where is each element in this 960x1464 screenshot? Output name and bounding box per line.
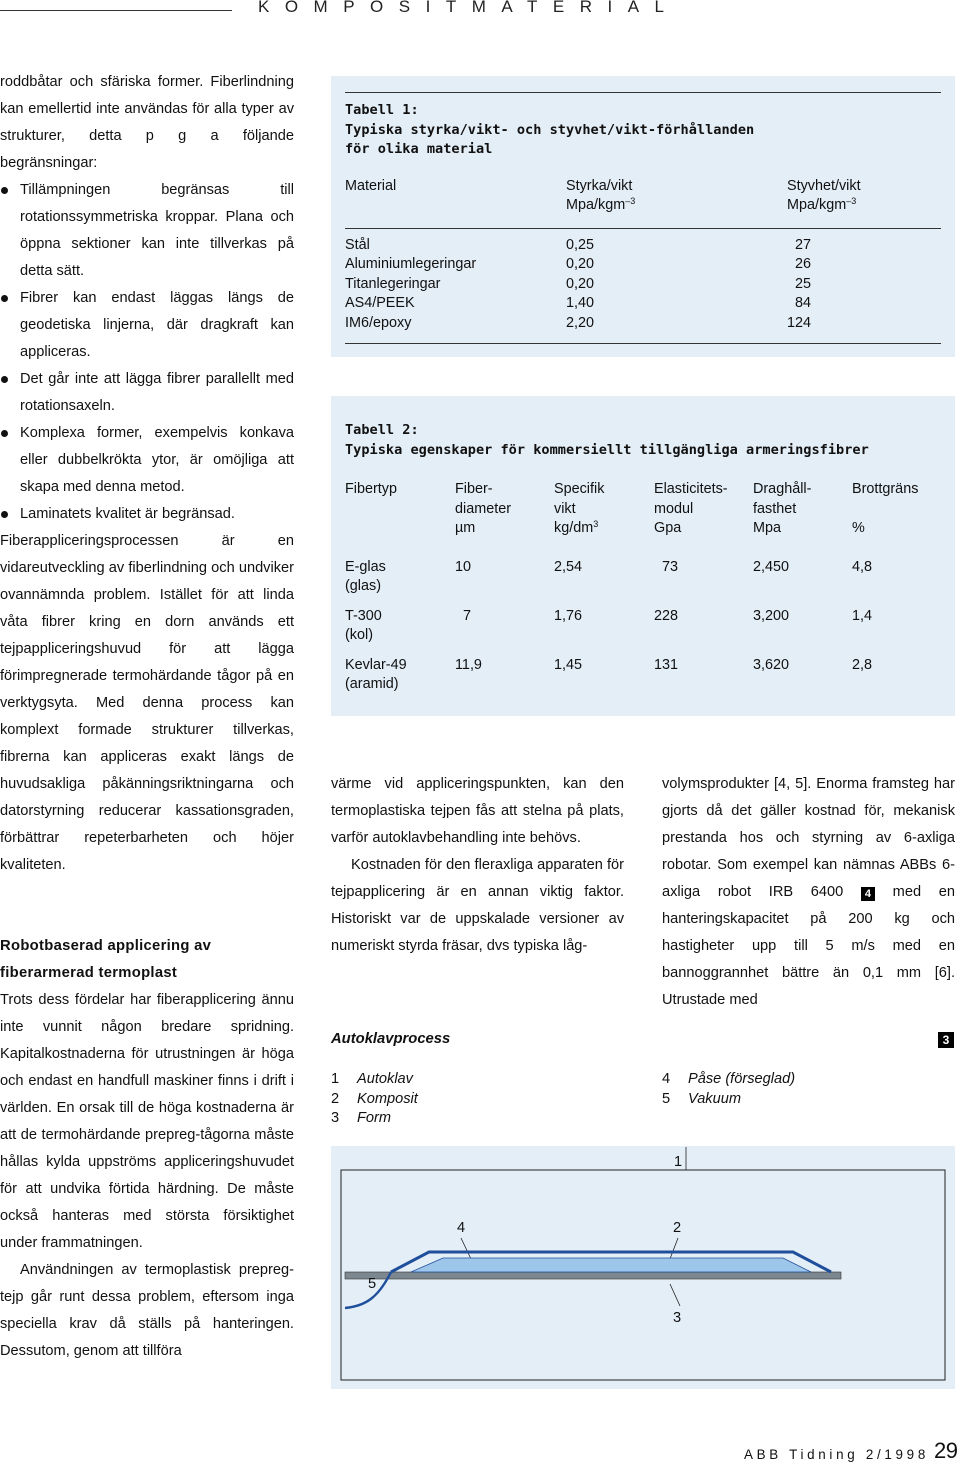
list-item: Tillämpningen begränsas till rotationssymmetriska kroppar. Plana och öppna sektioner kan inte tillverkas på detta sätt. [0,177,294,285]
column-header: Draghåll- [753,481,812,497]
table-cell: IM6/epoxy [345,314,412,331]
column-header: Fibertyp [345,481,397,497]
mould-plate [345,1272,841,1279]
table-cell: 2,54 [554,558,583,575]
table-label: Tabell 2: [345,422,419,438]
body-paragraph: värme vid appliceringspunkten, kan den termoplastiska tejpen fås att stelna på plats, varför autoklavbehandling inte behövs. [331,776,624,846]
table-cell: 2,8 [852,656,873,673]
column-header: modul [654,500,694,517]
table-title: Typiska egenskaper för kommersiellt tillgängliga armeringsfibrer [345,441,869,458]
legend-item: 4 Påse (förseglad) [662,1071,796,1087]
list-item: Fibrer kan endast läggas längs de geodetiska linjerna, där dragkraft kan appliceras. [0,285,294,366]
column-unit: Mpa/kgm$^{-3}$ [566,196,636,213]
table-row [345,275,941,295]
table-cell: 3,200 [753,607,790,624]
composite-layer [411,1258,811,1272]
callout-2: 2 [673,1220,682,1236]
table-row [345,558,941,578]
column-unit: Mpa/kgm$^{-3}$ [787,196,857,213]
body-paragraph: Fiberappliceringsprocessen är en vidareutveckling av fiberlindning och undviker ovannämnda problem. Istället för att linda våta fibrer kring en dorn används ett tejpappliceringshuvud för att lägga förimpregnerade termohärdande tågor på en verktygsyta. Med denna process kan komplext formade strukturer tillverkas, fibrerna kan appliceras exakt längs de huvudsakliga påkänningsriktningarna och datorstyrning reducerar kassationsgraden, förbättrar repeterbarheten och höjer kvaliteten. [0,533,294,873]
table-cell: 1,45 [554,656,583,673]
table-2 [331,396,955,716]
table-cell: 4,8 [852,558,873,575]
callout-4: 4 [457,1220,466,1236]
intro-paragraph: roddbåtar och sfäriska former. Fiberlindning kan emellertid inte användas för alla typer av strukturer, detta p g a följande begränsningar: [0,74,294,171]
figure-number-badge: 3 [938,1032,954,1048]
column-header: Material [345,177,397,194]
autoclave-diagram [331,1146,955,1389]
table-cell: 1,4 [852,607,873,624]
column-unit: µm [455,520,476,536]
column-header: Specifik [554,481,605,497]
body-paragraph: Användningen av termoplastisk prepreg-tejp går runt dessa problem, eftersom inga speciella krav då ställs på hanteringen. Dessutom, genom att tillföra [0,1262,294,1359]
table-row-sub [345,577,941,597]
table-cell: 0,20 [566,256,595,272]
column-header: Styrka/vikt [566,177,633,194]
legend-item: 1 Autoklav [331,1071,413,1087]
table-header-row [345,177,941,197]
table-rule [345,92,941,93]
figure-title: Autoklavprocess [331,1031,451,1047]
column-header: fasthet [753,500,797,517]
table-1 [331,76,955,357]
table-cell: 0,25 [566,236,595,253]
column-header: vikt [554,500,576,517]
table-cell: Stål [345,236,370,253]
table-cell: 1,40 [566,295,595,311]
autoclave-diagram-svg [331,1146,955,1389]
table-cell: 25 [795,275,812,292]
table-row-sub [345,626,941,646]
table-cell: 27 [795,236,812,253]
table-cell: 73 [662,558,679,575]
table-header-row [345,480,941,500]
body-paragraph: volymsprodukter [4, 5]. Enorma framsteg har gjorts då det gäller kostnad för, mekanisk prestanda hos och styrning av 6-axliga robotar. Som exempel kan nämnas ABBs 6-axliga robot IRB 6400 4 med en hanteringskapacitet på 200 kg och hastigheter upp till 5 m/s med en bannoggrannhet bättre än 0,1 mm [6]. Utrustade med [662,776,955,1008]
table-cell: Titanlegeringar [345,275,441,292]
legend-item: 3 Form [331,1110,392,1126]
table-title: för olika material [345,141,493,157]
legend-item: 2 Komposit [331,1090,418,1107]
column-header: Styvhet/vikt [787,177,861,194]
left-column [0,69,294,1365]
table-unit-row [345,519,941,539]
figure-legend-right [662,1070,795,1109]
figure-ref-badge: 4 [861,887,875,901]
table-row [345,314,941,334]
table-cell: Kevlar-49 [345,656,407,673]
table-cell: 26 [795,256,812,272]
table-cell: (aramid) [345,676,399,692]
leader-line-3 [670,1284,680,1306]
table-cell: AS4/PEEK [345,295,415,311]
table-row [345,656,941,676]
table-row-sub [345,675,941,695]
table-header-row [345,500,941,520]
header-rule [0,10,232,11]
table-cell: 124 [787,314,812,331]
list-item: Komplexa former, exempelvis konkava eller dubbelkrökta ytor, är omöjliga att skapa med denna metod. [0,420,294,501]
column-header: Fiber- [455,481,493,497]
section-heading: Robotbaserad applicering av fiberarmerad termoplast [0,938,212,981]
column-header: Elasticitets- [654,481,728,497]
table-row [345,236,941,256]
table-cell: (glas) [345,578,381,594]
journal-footer: ABB Tidning 2/1998 [744,1447,929,1462]
table-cell: 84 [795,295,812,311]
callout-1: 1 [674,1154,683,1170]
middle-column [331,771,624,960]
callout-5: 5 [368,1276,377,1292]
body-paragraph: Trots dess fördelar har fiberapplicering ännu inte vunnit någon bredare spridning. Kapitalkostnaderna för utrustningen är höga och endast en handfull maskiner finns i drift i världen. En orsak till de höga kostnaderna är att de termohärdande prepreg-tågorna måste hållas kylda uppströms appliceringshuvudet för att undvika förtida härdning. De måste också hanteras med största försiktighet under frammatningen. [0,992,294,1251]
figure-legend-left [331,1070,418,1129]
table-cell: (kol) [345,627,373,643]
table-row [345,607,941,627]
table-cell: 7 [463,607,472,624]
table-cell: 1,76 [554,607,583,624]
section-title: KOMPOSITMATERIAL [258,0,680,16]
table-title: Typiska styrka/vikt- och styvhet/vikt-förhållanden [345,121,755,138]
table-cell: 228 [654,607,679,624]
table-cell: 2,450 [753,558,790,575]
list-item: Det går inte att lägga fibrer parallellt med rotationsaxeln. [0,366,294,420]
table-cell: 10 [455,558,472,575]
table-cell: T-300 [345,607,382,624]
table-cell: 11,9 [455,656,482,673]
table-cell: 131 [654,656,679,673]
table-rule [345,343,941,344]
table-label: Tabell 1: [345,102,419,118]
legend-item: 5 Vakuum [662,1090,741,1107]
right-column [662,771,955,1014]
leader-line-4 [461,1238,471,1259]
limitations-list [0,177,294,528]
list-item: Laminatets kvalitet är begränsad. [0,501,294,528]
column-unit: % [852,520,865,536]
page-number: 29 [934,1438,958,1463]
callout-3: 3 [673,1310,682,1326]
table-unit-row [345,196,941,216]
column-header: diameter [455,500,511,517]
table-cell: Aluminiumlegeringar [345,256,477,272]
column-header: Brottgräns [852,481,919,497]
table-cell: 3,620 [753,656,790,673]
column-unit: Mpa [753,520,781,536]
body-paragraph: Kostnaden för den fleraxliga apparaten för tejpapplicering är en annan viktig faktor. Historiskt var de uppskalade versioner av numeriskt styrda fräsar, dvs typiska låg- [331,857,624,954]
table-row [345,255,941,275]
table-cell: E-glas [345,558,386,575]
column-unit: $kg/dm^3$ [554,519,599,536]
table-cell: 0,20 [566,275,595,292]
table-row [345,294,941,314]
table-cell: 2,20 [566,314,595,331]
column-unit: Gpa [654,520,682,536]
